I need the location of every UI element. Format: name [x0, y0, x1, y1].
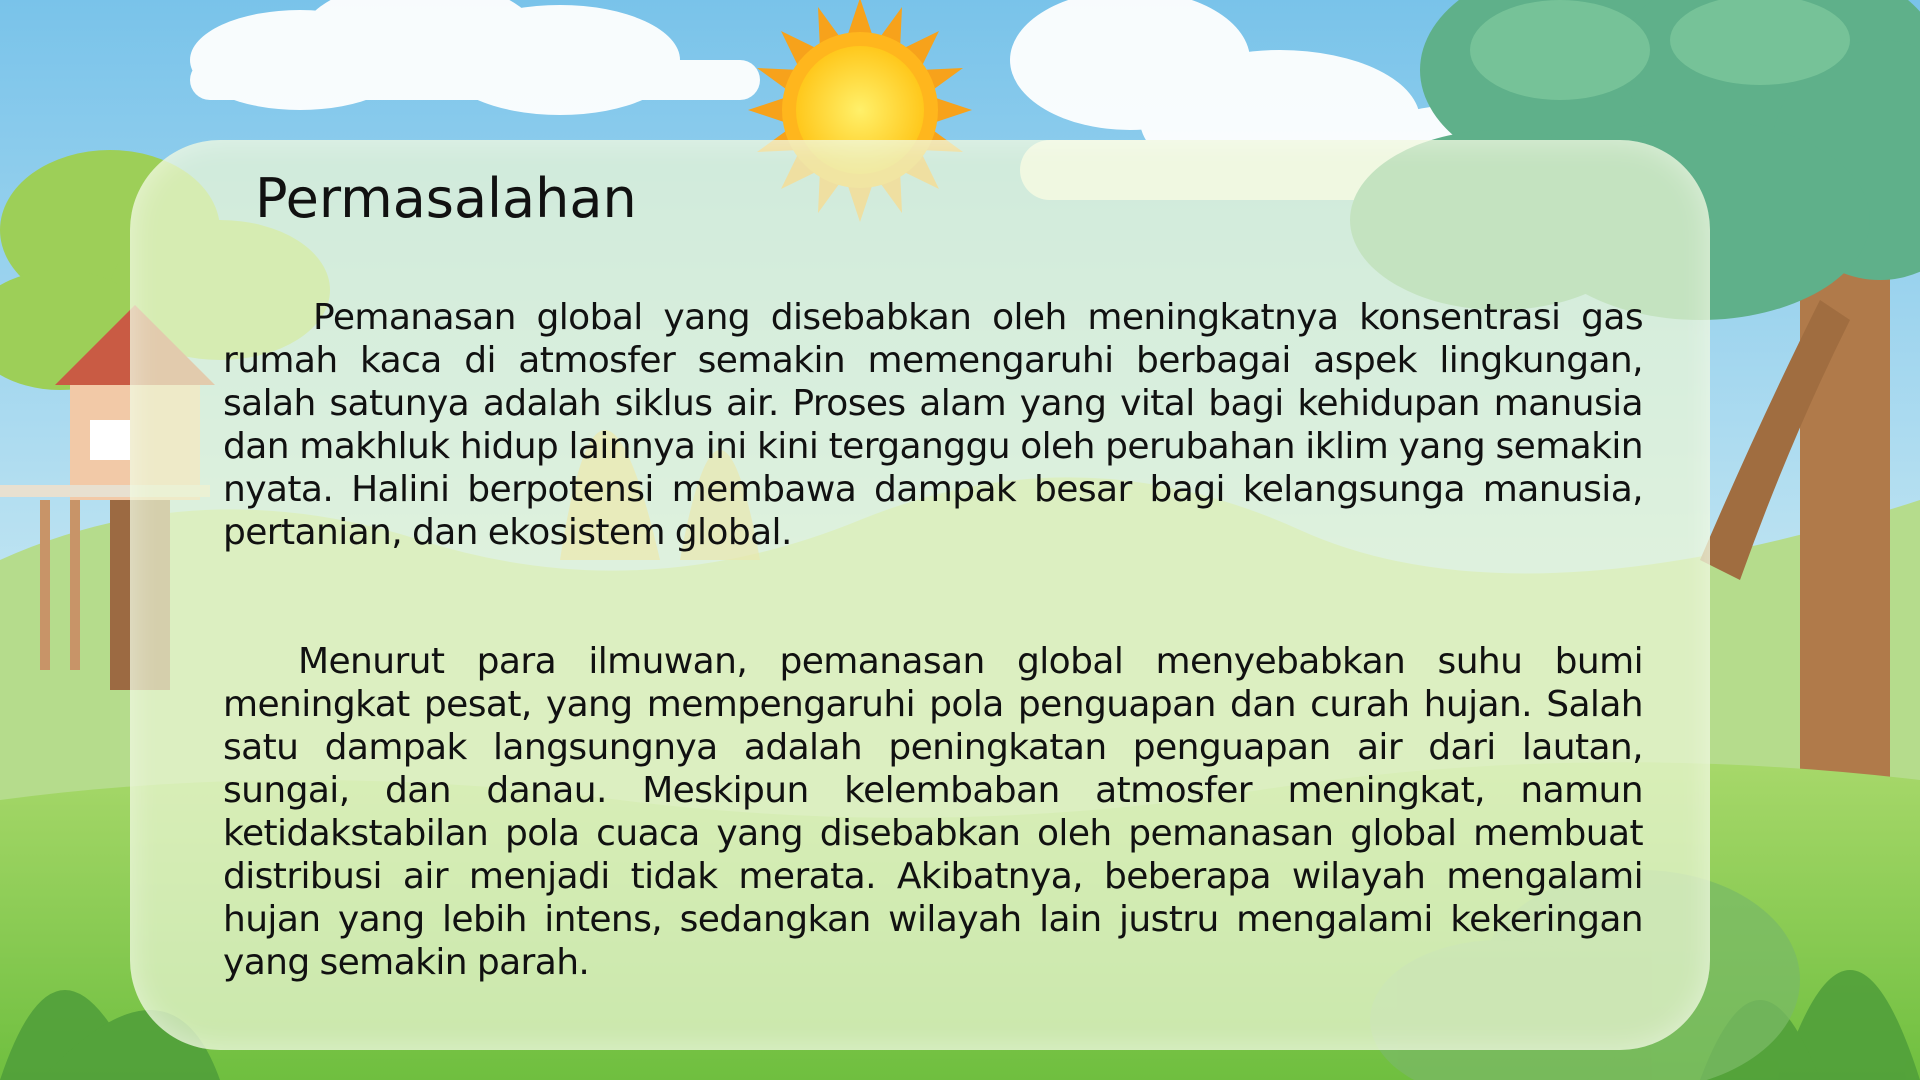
paragraph-2: Menurut para ilmuwan, pemanasan global menyebabkan suhu bumi meningkat pesat, yang mempengaruhi pola penguapan dan curah hujan. Salah satu dampak langsungnya adalah peningkatan penguapan air dari lautan, sungai, dan danau. Meskipun kelembaban atmosfer meningkat, namun ketidakstabilan pola cuaca yang disebabkan oleh pemanasan global membuat distribusi air menjadi tidak merata. Akibatnya, beberapa wilayah mengalami hujan yang lebih intens, sedangkan wilayah lain justru mengalami kekeringan yang semakin parah.: [223, 641, 1643, 983]
paragraph-1: Pemanasan global yang disebabkan oleh meningkatnya konsentrasi gas rumah kaca di atmosfer semakin memengaruhi berbagai aspek lingkungan, salah satunya adalah siklus air. Proses alam yang vital bagi kehidupan manusia dan makhluk hidup lainnya ini kini terganggu oleh perubahan iklim yang semakin nyata. Halini berpotensi membawa dampak besar bagi kelangsunga manusia, pertanian, dan ekosistem global.: [223, 297, 1643, 553]
slide-title: Permasalahan: [255, 167, 637, 230]
